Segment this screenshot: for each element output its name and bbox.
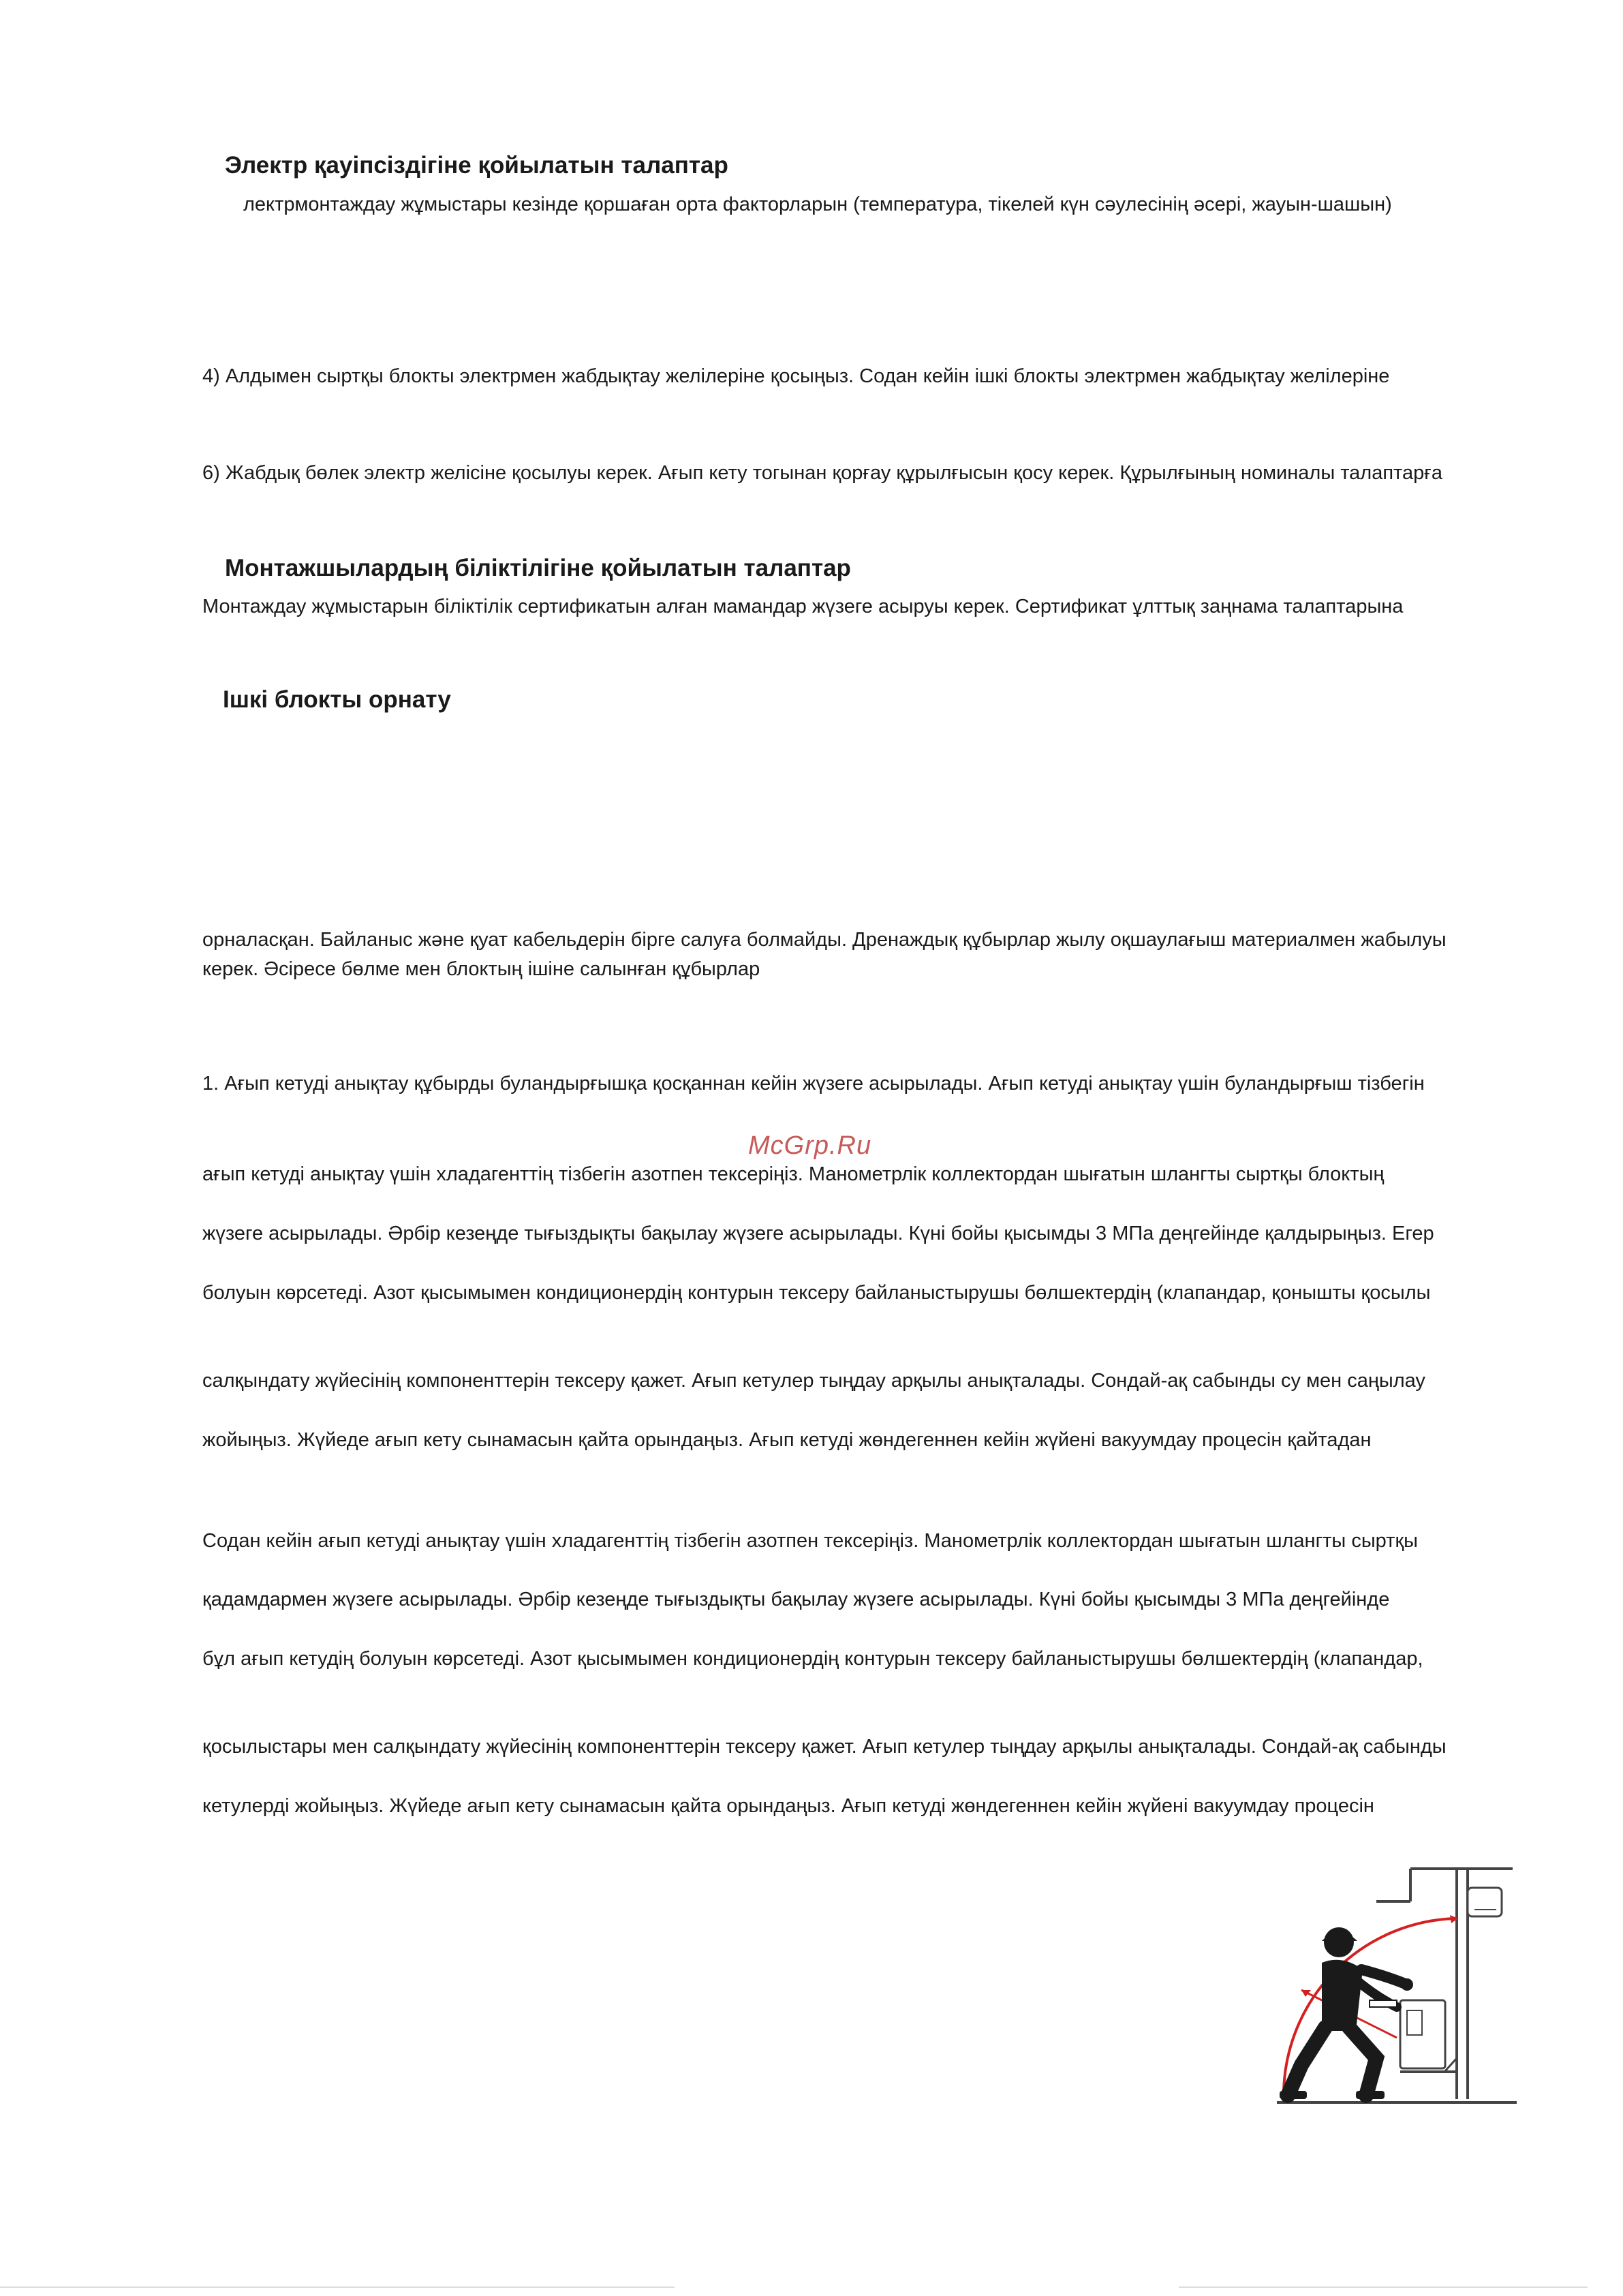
paragraph-line: болуын көрсетеді. Азот қысымымен кондиционердің контурын тексеру байланыстырушы бөлшектердің (клапандар, қонышты қосылы (202, 1282, 1431, 1304)
paragraph-line: Содан кейін ағып кетуді анықтау үшін хладагенттің тізбегін азотпен тексеріңіз. Манометрлік коллектордан шығатын шлангты сыртқы (202, 1530, 1418, 1552)
paragraph-line: 6) Жабдық бөлек электр желісіне қосылуы керек. Ағып кету тогынан қорғау құрылғысын қосу керек. Құрылғының номиналы талаптарға (202, 462, 1442, 484)
paragraph-line: қосылыстары мен салқындату жүйесінің компоненттерін тексеру қажет. Ағып кетулер тыңдау арқылы анықталады. Сондай-ақ сабынды (202, 1736, 1447, 1758)
paragraph-line: кетулерді жойыңыз. Жүйеде ағып кету сынамасын қайта орындаңыз. Ағып кетуді жөндегеннен кейін жүйені вакуумдау процесін (202, 1795, 1374, 1817)
paragraph-line: жойыңыз. Жүйеде ағып кету сынамасын қайта орындаңыз. Ағып кетуді жөндегеннен кейін жүйені вакуумдау процесін қайтадан (202, 1429, 1372, 1451)
paragraph-line: салқындату жүйесінің компоненттерін тексеру қажет. Ағып кетулер тыңдау арқылы анықталады. Сондай-ақ сабынды су мен саңылау (202, 1370, 1425, 1392)
paragraph-line: қадамдармен жүзеге асырылады. Әрбір кезеңде тығыздықты бақылау жүзеге асырылады. Күні бойы қысымды 3 МПа деңгейінде (202, 1589, 1390, 1610)
paragraph-line: ағып кетуді анықтау үшін хладагенттің тізбегін азотпен тексеріңіз. Манометрлік коллектордан шығатын шлангты сыртқы блоктың (202, 1163, 1385, 1185)
paragraph-line: лектрмонтаждау жұмыстары кезінде қоршаған орта факторларын (температура, тікелей күн сәулесінің әсері, жауын-шашын) (243, 194, 1392, 215)
footer-rule (0, 2286, 675, 2288)
paragraph-line: орналасқан. Байланыс және қуат кабельдерін бірге салуға болмайды. Дренаждық құбырлар жылу оқшаулағыш материалмен жабылуы (202, 929, 1447, 951)
paragraph-line: жүзеге асырылады. Әрбір кезеңде тығыздықты бақылау жүзеге асырылады. Күні бойы қысымды 3 МПа деңгейінде қалдырыңыз. Егер (202, 1223, 1434, 1244)
footer-rule (1179, 2286, 1588, 2288)
heading-indoor-unit-installation: Ішкі блокты орнату (223, 686, 451, 713)
paragraph-line: Монтаждау жұмыстарын біліктілік сертификатын алған мамандар жүзеге асыруы керек. Сертификат ұлттық заңнама талаптарына (202, 596, 1404, 617)
paragraph-line: бұл ағып кетудің болуын көрсетеді. Азот қысымымен кондиционердің контурын тексеру байланыстырушы бөлшектердің (клапандар, (202, 1648, 1423, 1670)
paragraph-line: керек. Әсіресе бөлме мен блоктың ішіне салынған құбырлар (202, 958, 760, 980)
paragraph-line: 1. Ағып кетуді анықтау құбырды буландырғышқа қосқаннан кейін жүзеге асырылады. Ағып кетуді анықтау үшін буландырғыш тізбегін (202, 1073, 1425, 1095)
watermark: McGrp.Ru (748, 1131, 872, 1160)
technician-installation-icon (1274, 1861, 1519, 2113)
paragraph-line: 4) Алдымен сыртқы блокты электрмен жабдықтау желілеріне қосыңыз. Содан кейін ішкі блокты электрмен жабдықтау желілеріне (202, 365, 1390, 387)
heading-installer-qualification: Монтажшылардың біліктілігіне қойылатын талаптар (225, 555, 851, 581)
heading-electrical-safety: Электр қауіпсіздігіне қойылатын талаптар (225, 152, 728, 179)
